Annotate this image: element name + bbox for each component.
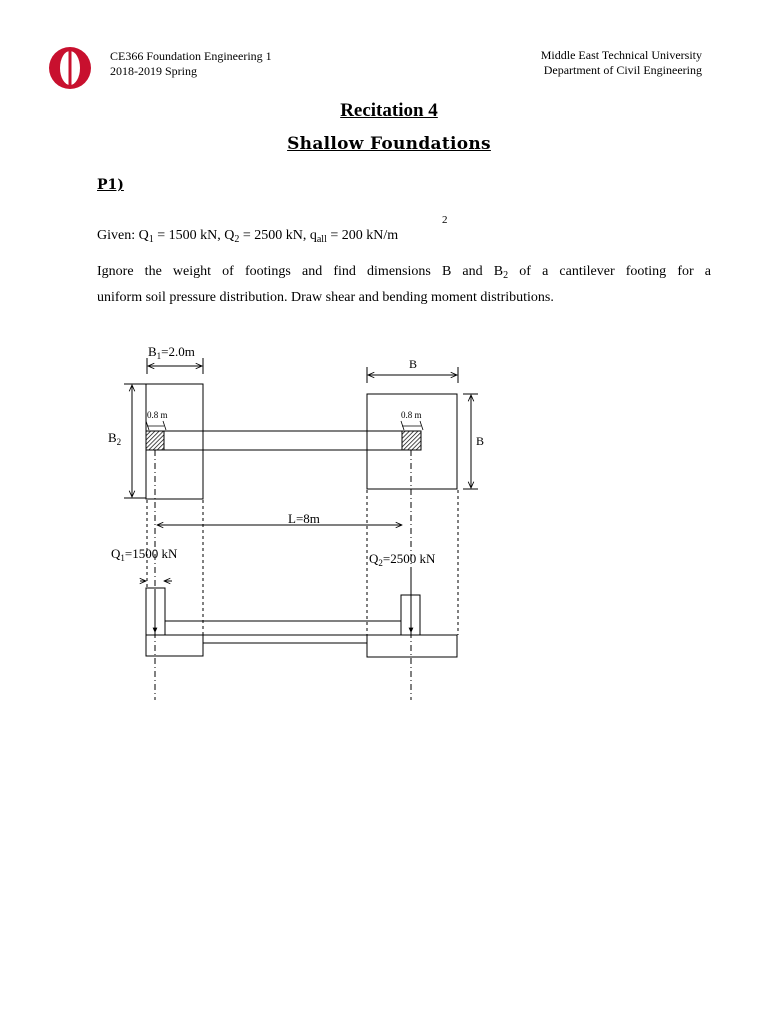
course-name: CE366 Foundation Engineering 1 xyxy=(110,49,272,63)
offset-right-label: 0.8 m xyxy=(401,410,422,420)
exponent: 2 xyxy=(442,214,448,226)
b1-dimension xyxy=(147,358,203,374)
page-title: Recitation 4 xyxy=(340,100,438,121)
column-2-plan xyxy=(402,431,421,450)
offset-left-label: 0.8 m xyxy=(147,410,168,420)
strap-beam-plan xyxy=(164,431,402,450)
b1-label: $B_1=2.0m$ xyxy=(148,344,195,361)
strap-beam-elevation xyxy=(165,621,401,635)
b2-label: $B_2$ xyxy=(108,430,122,447)
problem-label: P1) xyxy=(97,177,124,193)
b-right-label: B xyxy=(476,434,485,448)
given-line: Given: $Q_1 = 1500$ kN, $Q_2 = 2500$ kN, $q_{all} = 200$ kN/m 2 xyxy=(97,214,448,245)
column-centerlines xyxy=(155,450,411,700)
department-name: Department of Civil Engineering xyxy=(543,63,702,77)
q1-label: $Q_1=1500$ kN xyxy=(111,546,178,563)
b-top-label: B xyxy=(409,357,418,371)
footing-2-elevation xyxy=(367,635,457,657)
elevation-view xyxy=(146,588,457,657)
university-name: Middle East Technical University xyxy=(540,48,702,62)
column-1-plan xyxy=(146,431,164,450)
page-subtitle: Shallow Foundations xyxy=(287,134,491,154)
span-label: L=8m xyxy=(288,511,320,526)
b2-dimension xyxy=(124,384,146,498)
instruction-paragraph: Ignore the weight of footings and find dimensions B and $B_2$ of a cantilever footing for a uniform soil pressure distribution. Draw shear and bending moment distributions. xyxy=(97,264,711,305)
plan-view xyxy=(146,384,457,499)
term: 2018-2019 Spring xyxy=(110,64,197,78)
q2-label: $Q_2=2500$ kN xyxy=(369,551,436,568)
